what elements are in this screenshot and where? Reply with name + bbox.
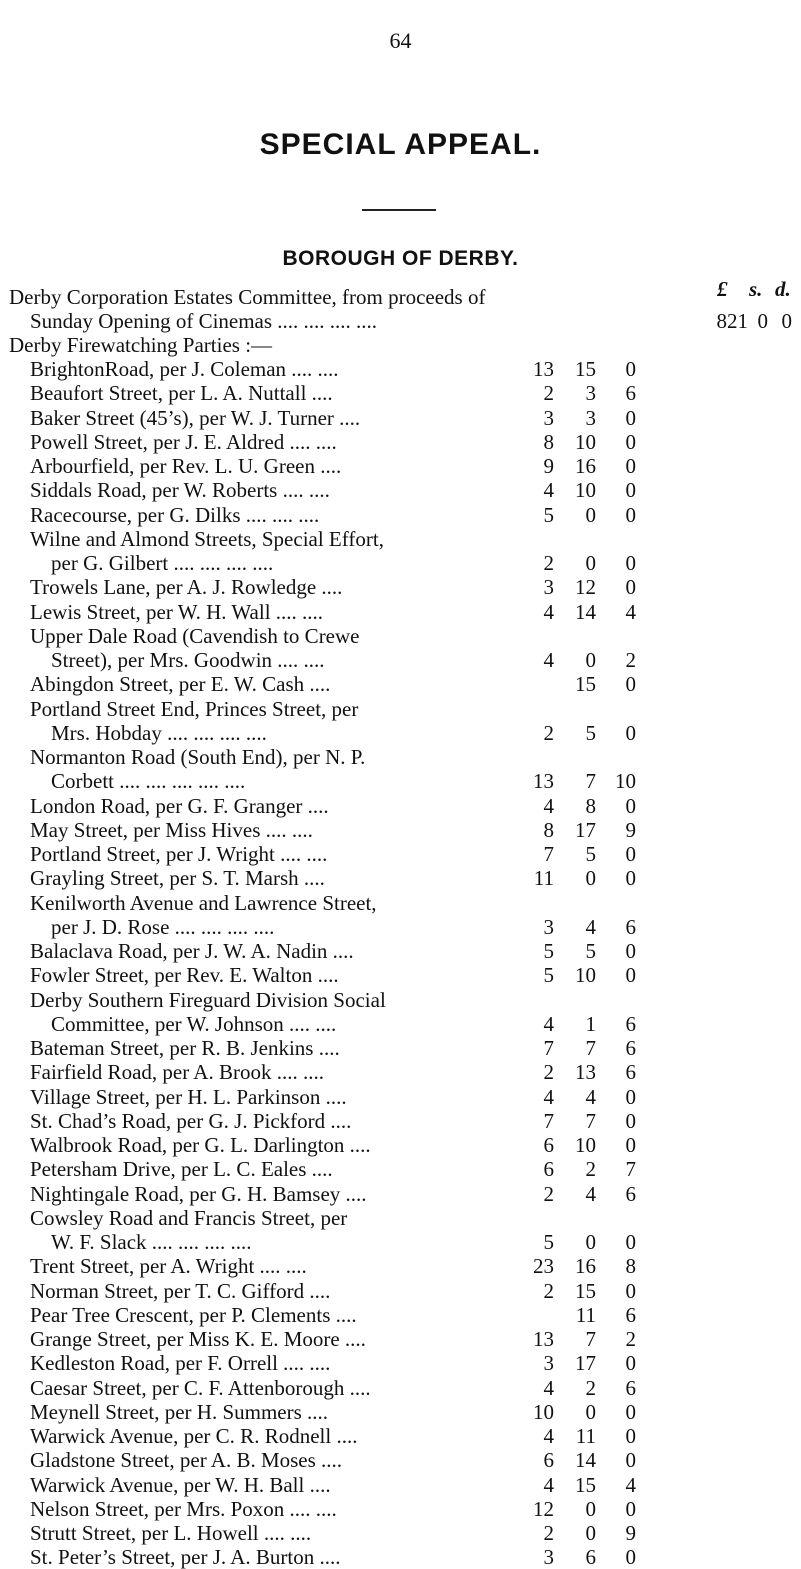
entry-shillings: 12 <box>575 575 596 600</box>
entry-pounds: 6 <box>543 1133 554 1157</box>
entry-pence: 2 <box>625 648 636 672</box>
entry-label: Upper Dale Road (Cavendish to Crewe <box>30 623 360 648</box>
entry-pence: 0 <box>625 357 636 381</box>
section-heading: Derby Firewatching Parties :— <box>9 333 273 357</box>
entry-pence: 0 <box>625 1399 636 1424</box>
page-number: 64 <box>389 28 412 53</box>
entry-pounds: 9 <box>543 454 554 478</box>
entry-pounds: 13 <box>533 1327 554 1351</box>
entry-label: May Street, per Miss Hives .... .... <box>30 817 313 842</box>
entry-label: Meynell Street, per H. Summers .... <box>30 1399 329 1424</box>
entry-label-continued: per G. Gilbert .... .... .... .... <box>51 551 274 575</box>
entry-shillings: 10 <box>575 963 596 988</box>
entry-pounds: 7 <box>543 1108 554 1133</box>
entry-shillings: 11 <box>575 1424 596 1448</box>
entry-label: Baker Street (45’s), per W. J. Turner .... <box>30 405 361 430</box>
entry-label: Normanton Road (South End), per N. P. <box>30 745 366 769</box>
entry-pounds: 4 <box>543 648 554 672</box>
entry-pounds: 4 <box>543 1472 554 1497</box>
entry-label: Portland Street End, Princes Street, per <box>30 696 359 721</box>
entry-label: Gladstone Street, per A. B. Moses .... <box>30 1448 343 1473</box>
entry-pounds: 3 <box>543 1351 554 1376</box>
entry-pounds: 2 <box>543 381 554 406</box>
entry-pounds: 13 <box>533 357 554 381</box>
entry-label: Arbourfield, per Rev. L. U. Green .... <box>30 454 342 478</box>
entry-pence: 6 <box>625 1060 636 1085</box>
entry-pence: 7 <box>625 1157 636 1182</box>
entry-pounds: 2 <box>543 551 554 575</box>
entry-pence: 6 <box>625 1036 636 1060</box>
entry-pounds: 13 <box>533 769 554 794</box>
entry-label: Beaufort Street, per L. A. Nuttall .... <box>30 381 333 406</box>
entry-pounds: 6 <box>543 1157 554 1182</box>
entry-pence: 0 <box>625 1424 636 1448</box>
lead-pounds: 821 <box>716 309 748 333</box>
entry-shillings: 15 <box>575 1472 596 1497</box>
entry-label-continued: Corbett .... .... .... .... .... <box>51 769 246 794</box>
entry-pence: 0 <box>625 405 636 430</box>
entry-shillings: 0 <box>585 1230 596 1254</box>
entry-label: Trent Street, per A. Wright .... .... <box>30 1254 307 1279</box>
entry-pence: 6 <box>625 1302 636 1327</box>
entry-pence: 4 <box>625 1472 636 1497</box>
entry-pounds: 7 <box>543 1036 554 1060</box>
entry-pence: 0 <box>625 672 636 697</box>
entry-label: Derby Southern Fireguard Division Social <box>30 987 386 1012</box>
entry-pounds: 5 <box>543 502 554 527</box>
entry-label: Siddals Road, per W. Roberts .... .... <box>30 478 330 503</box>
entry-shillings: 15 <box>575 1278 596 1303</box>
entry-shillings: 10 <box>575 478 596 503</box>
entry-label: St. Chad’s Road, per G. J. Pickford .... <box>30 1108 352 1133</box>
lead-shillings: 0 <box>757 309 768 333</box>
entry-pounds: 12 <box>533 1496 554 1521</box>
entry-pence: 0 <box>625 1351 636 1376</box>
pounds-header: £ <box>717 277 728 301</box>
entry-shillings: 1 <box>585 1011 596 1036</box>
entry-shillings: 3 <box>585 381 596 406</box>
entry-pounds: 11 <box>533 866 554 891</box>
entry-label: Kedleston Road, per F. Orrell .... .... <box>30 1351 331 1376</box>
entry-label: Walbrook Road, per G. L. Darlington .... <box>30 1133 371 1157</box>
entry-pence: 0 <box>625 429 636 454</box>
entry-label: Pear Tree Crescent, per P. Clements .... <box>30 1302 357 1327</box>
entry-pence: 0 <box>625 1108 636 1133</box>
entry-pence: 0 <box>625 1545 636 1569</box>
entry-pence: 0 <box>625 866 636 891</box>
entry-shillings: 7 <box>585 1036 596 1060</box>
entry-shillings: 17 <box>575 817 596 842</box>
entry-shillings: 14 <box>575 599 596 624</box>
entry-pounds: 4 <box>543 1375 554 1400</box>
entry-pounds: 6 <box>543 1448 554 1473</box>
entry-label: Cowsley Road and Francis Street, per <box>30 1205 348 1230</box>
entry-label: Abingdon Street, per E. W. Cash .... <box>30 672 331 697</box>
entry-pounds: 4 <box>543 599 554 624</box>
entry-shillings: 4 <box>585 1181 596 1206</box>
entry-shillings: 8 <box>585 793 596 818</box>
entry-pounds: 10 <box>533 1399 554 1424</box>
entry-shillings: 16 <box>575 1254 596 1279</box>
entry-pence: 0 <box>625 720 636 745</box>
entry-label: Grayling Street, per S. T. Marsh .... <box>30 866 325 891</box>
entry-pence: 0 <box>625 1084 636 1109</box>
entry-pounds: 4 <box>543 1084 554 1109</box>
entry-pence: 0 <box>625 1230 636 1254</box>
lead-line-1: Derby Corporation Estates Committee, from proceeds of <box>9 285 486 309</box>
entry-pounds: 8 <box>543 429 554 454</box>
entry-pounds: 4 <box>543 1011 554 1036</box>
entry-label-continued: W. F. Slack .... .... .... .... <box>51 1230 252 1254</box>
entry-shillings: 6 <box>585 1545 596 1569</box>
entry-pounds: 4 <box>543 1424 554 1448</box>
entry-shillings: 4 <box>585 1084 596 1109</box>
entry-pence: 0 <box>625 1496 636 1521</box>
entry-shillings: 7 <box>585 1327 596 1351</box>
entry-label-continued: per J. D. Rose .... .... .... .... <box>51 914 275 939</box>
entry-label: London Road, per G. F. Granger .... <box>30 793 329 818</box>
pence-header: d. <box>775 277 791 301</box>
entry-pence: 0 <box>625 939 636 963</box>
entry-label: Nelson Street, per Mrs. Poxon .... .... <box>30 1496 337 1521</box>
entry-pence: 6 <box>625 1011 636 1036</box>
entry-pounds: 3 <box>543 405 554 430</box>
entry-pence: 8 <box>625 1254 636 1279</box>
entry-label: Kenilworth Avenue and Lawrence Street, <box>30 890 377 915</box>
entry-label-continued: Committee, per W. Johnson .... .... <box>51 1011 337 1036</box>
entry-shillings: 4 <box>585 914 596 939</box>
entry-pounds: 2 <box>543 1181 554 1206</box>
entry-shillings: 14 <box>575 1448 596 1473</box>
entry-pounds: 2 <box>543 720 554 745</box>
entry-pence: 0 <box>625 575 636 600</box>
entry-pounds: 3 <box>543 575 554 600</box>
entry-shillings: 16 <box>575 454 596 478</box>
entry-label: Powell Street, per J. E. Aldred .... .... <box>30 429 337 454</box>
entry-pence: 0 <box>625 1133 636 1157</box>
entry-pounds: 2 <box>543 1060 554 1085</box>
entry-pence: 0 <box>625 963 636 988</box>
entry-shillings: 0 <box>585 551 596 575</box>
entry-label: Caesar Street, per C. F. Attenborough .... <box>30 1375 371 1400</box>
entry-pence: 9 <box>625 817 636 842</box>
entry-pounds: 8 <box>543 817 554 842</box>
entry-pence: 6 <box>625 1181 636 1206</box>
entry-label: Portland Street, per J. Wright .... .... <box>30 842 328 866</box>
title-rule <box>362 209 436 211</box>
entry-label: Wilne and Almond Streets, Special Effort, <box>30 526 384 551</box>
entry-shillings: 5 <box>585 720 596 745</box>
entry-pounds: 2 <box>543 1521 554 1545</box>
entry-pence: 6 <box>625 1375 636 1400</box>
entry-pounds: 2 <box>543 1278 554 1303</box>
entry-label: Lewis Street, per W. H. Wall .... .... <box>30 599 324 624</box>
lead-line-2: Sunday Opening of Cinemas .... .... .... .... <box>30 309 378 333</box>
entry-pounds: 5 <box>543 1230 554 1254</box>
entry-shillings: 3 <box>585 405 596 430</box>
entry-shillings: 13 <box>575 1060 596 1085</box>
entry-pence: 0 <box>625 793 636 818</box>
entry-shillings: 11 <box>575 1302 596 1327</box>
entry-pence: 0 <box>625 842 636 866</box>
entry-label: Fairfield Road, per A. Brook .... .... <box>30 1060 324 1085</box>
entry-pence: 0 <box>625 478 636 503</box>
section-subtitle: BOROUGH OF DERBY. <box>282 247 519 270</box>
entry-pence: 4 <box>625 599 636 624</box>
entry-label: BrightonRoad, per J. Coleman .... .... <box>30 357 339 381</box>
entry-shillings: 7 <box>585 1108 596 1133</box>
entry-shillings: 0 <box>585 502 596 527</box>
entry-pence: 6 <box>625 381 636 406</box>
entry-pence: 0 <box>625 1278 636 1303</box>
entry-pounds: 3 <box>543 914 554 939</box>
entry-label: Strutt Street, per L. Howell .... .... <box>30 1521 312 1545</box>
shillings-header: s. <box>749 277 763 301</box>
entry-pounds: 5 <box>543 963 554 988</box>
entry-pence: 0 <box>625 454 636 478</box>
entry-pence: 0 <box>625 1448 636 1473</box>
page-title: SPECIAL APPEAL. <box>259 128 542 161</box>
entry-pence: 2 <box>625 1327 636 1351</box>
entry-shillings: 2 <box>585 1375 596 1400</box>
entry-shillings: 17 <box>575 1351 596 1376</box>
entry-label: Racecourse, per G. Dilks .... .... .... <box>30 502 320 527</box>
entry-shillings: 10 <box>575 429 596 454</box>
entry-shillings: 10 <box>575 1133 596 1157</box>
entry-label: Petersham Drive, per L. C. Eales .... <box>30 1157 333 1182</box>
entry-pence: 9 <box>625 1521 636 1545</box>
entry-label: Bateman Street, per R. B. Jenkins .... <box>30 1036 340 1060</box>
entry-label: Warwick Avenue, per W. H. Ball .... <box>30 1472 331 1497</box>
entry-shillings: 0 <box>585 1399 596 1424</box>
entry-pounds: 4 <box>543 793 554 818</box>
entry-pounds: 3 <box>543 1545 554 1569</box>
entry-label: Grange Street, per Miss K. E. Moore .... <box>30 1327 366 1351</box>
entry-shillings: 5 <box>585 939 596 963</box>
entry-pence: 10 <box>615 769 636 794</box>
entry-label: Warwick Avenue, per C. R. Rodnell .... <box>30 1424 358 1448</box>
entry-label: St. Peter’s Street, per J. A. Burton .... <box>30 1545 341 1569</box>
lead-pence: 0 <box>781 309 792 333</box>
entry-shillings: 0 <box>585 1521 596 1545</box>
entry-pounds: 4 <box>543 478 554 503</box>
entry-pence: 0 <box>625 502 636 527</box>
entry-label: Trowels Lane, per A. J. Rowledge .... <box>30 575 343 600</box>
entry-shillings: 0 <box>585 648 596 672</box>
entry-label: Norman Street, per T. C. Gifford .... <box>30 1278 331 1303</box>
entry-shillings: 7 <box>585 769 596 794</box>
entry-shillings: 5 <box>585 842 596 866</box>
entry-label-continued: Mrs. Hobday .... .... .... .... <box>51 720 267 745</box>
entry-shillings: 15 <box>575 672 596 697</box>
entry-pounds: 7 <box>543 842 554 866</box>
entry-shillings: 0 <box>585 866 596 891</box>
entry-pounds: 5 <box>543 939 554 963</box>
entry-label: Nightingale Road, per G. H. Bamsey .... <box>30 1181 367 1206</box>
entry-shillings: 0 <box>585 1496 596 1521</box>
entry-pence: 0 <box>625 551 636 575</box>
entry-label: Village Street, per H. L. Parkinson .... <box>30 1084 347 1109</box>
entry-shillings: 2 <box>585 1157 596 1182</box>
entry-label: Fowler Street, per Rev. E. Walton .... <box>30 963 339 988</box>
entry-shillings: 15 <box>575 357 596 381</box>
entry-pence: 6 <box>625 914 636 939</box>
entry-label-continued: Street), per Mrs. Goodwin .... .... <box>51 648 325 672</box>
entry-pounds: 23 <box>533 1254 554 1279</box>
entry-label: Balaclava Road, per J. W. A. Nadin .... <box>30 939 354 963</box>
